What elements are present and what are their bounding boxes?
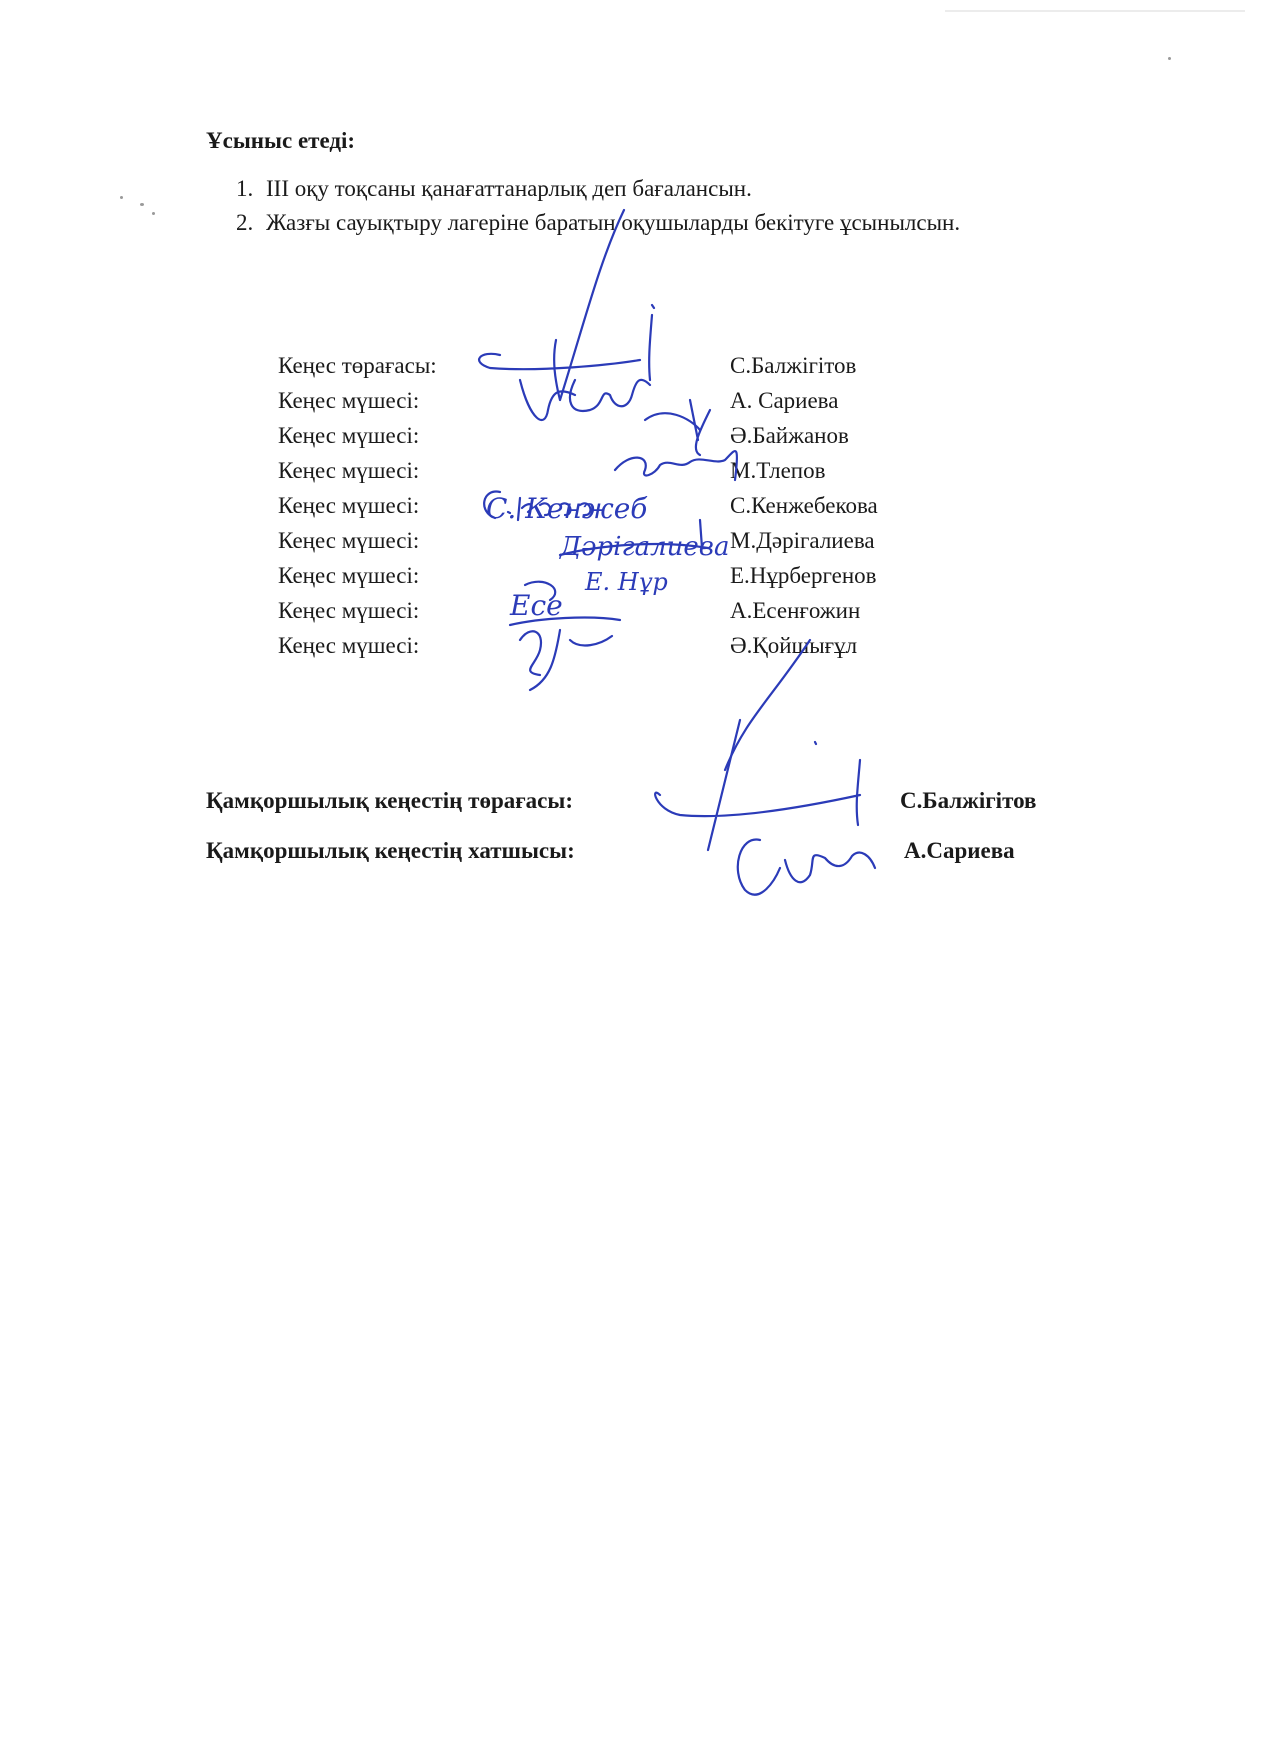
council-role: Кеңес мүшесі: xyxy=(278,388,420,413)
council-role: Кеңес төрағасы: xyxy=(278,353,437,378)
signature-handwriting: Дәрігалиева xyxy=(560,532,730,562)
council-role: Кеңес мүшесі: xyxy=(278,598,420,623)
trustee-role: Қамқоршылық кеңестің хатшысы: xyxy=(206,838,575,863)
council-member-row xyxy=(278,593,978,628)
scan-edge-line xyxy=(945,10,1245,12)
signature-trustee-secretary xyxy=(738,840,875,895)
proposal-text: ІІІ оқу тоқсаны қанағаттанарлық деп бағалансын. xyxy=(266,176,752,201)
council-member-row xyxy=(278,418,978,453)
council-member-name: С.Балжігітов xyxy=(730,353,857,378)
council-member-row xyxy=(278,523,978,558)
council-member-row xyxy=(278,628,978,663)
council-member-name: Е.Нұрбергенов xyxy=(730,563,877,588)
council-role: Кеңес мүшесі: xyxy=(278,423,420,448)
council-role: Кеңес мүшесі: xyxy=(278,563,420,588)
trustee-role: Қамқоршылық кеңестің төрағасы: xyxy=(206,788,574,813)
proposal-number: 2. xyxy=(236,210,254,235)
signature-handwriting: Е. Нұр xyxy=(585,568,668,596)
council-member-row xyxy=(278,488,978,523)
council-member-row xyxy=(278,383,978,418)
council-signatories xyxy=(278,348,978,663)
proposal-number: 1. xyxy=(236,176,254,201)
proposal-item-2 xyxy=(236,206,960,240)
signature-trustee-chair xyxy=(655,720,860,850)
proposal-text: Жазғы сауықтыру лагеріне баратын оқушыларды бекітуге ұсынылсын. xyxy=(266,210,961,235)
council-member-row xyxy=(278,558,978,593)
signature-handwriting: Есе xyxy=(510,589,563,622)
council-member-name: М.Тлепов xyxy=(730,458,826,483)
council-member-name: А.Есенғожин xyxy=(730,598,861,623)
scan-speck xyxy=(1168,57,1171,60)
scan-speck xyxy=(152,212,155,215)
signature-handwriting: С. Кенжеб xyxy=(486,492,648,525)
council-member-name: Ә.Қойшығұл xyxy=(730,633,858,658)
scan-speck xyxy=(140,203,144,206)
council-chair-row xyxy=(278,348,978,383)
council-role: Кеңес мүшесі: xyxy=(278,633,420,658)
scan-speck xyxy=(120,196,123,199)
council-member-name: Ә.Байжанов xyxy=(730,423,849,448)
proposal-item-1 xyxy=(236,172,960,206)
council-role: Кеңес мүшесі: xyxy=(278,493,420,518)
trustee-name: С.Балжігітов xyxy=(900,788,1037,813)
council-member-name: А. Сариева xyxy=(730,388,839,413)
council-role: Кеңес мүшесі: xyxy=(278,458,420,483)
trustee-name: А.Сариева xyxy=(904,838,1015,863)
council-role: Кеңес мүшесі: xyxy=(278,528,420,553)
council-member-name: М.Дәрігалиева xyxy=(730,528,875,553)
proposals-list xyxy=(236,172,960,240)
council-member-name: С.Кенжебекова xyxy=(730,493,878,518)
proposals-heading: Ұсыныс етеді: xyxy=(206,128,356,153)
council-member-row xyxy=(278,453,978,488)
